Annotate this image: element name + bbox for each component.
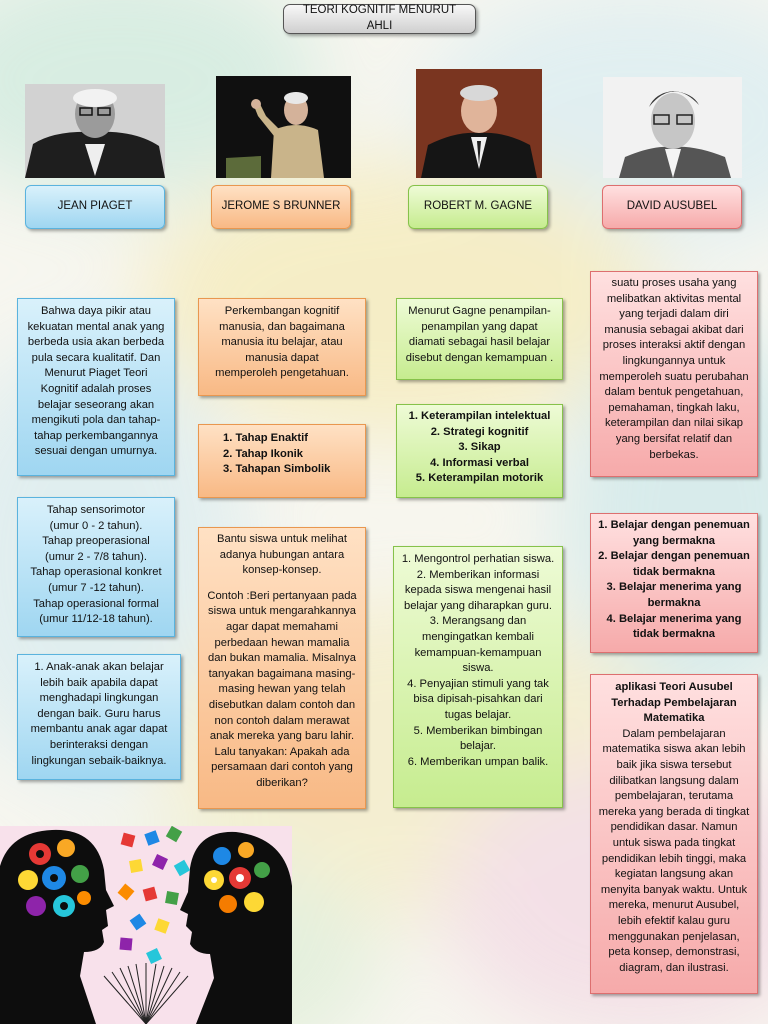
stage-line: Tahap operasional formal: [33, 597, 159, 610]
application-item: 4. Penyajian stimuli yang tak bisa dipisah-pisahkan dari tugas belajar.: [407, 677, 549, 721]
name-piaget: JEAN PIAGET: [25, 185, 165, 229]
stage-line: Tahap operasional konkret: [30, 566, 162, 579]
stage-line: 1. Keterampilan intelektual: [408, 410, 551, 422]
portrait-icon: [216, 76, 351, 178]
stage-line: 1. Tahap Enaktif: [223, 432, 308, 444]
portrait-icon: [603, 77, 742, 178]
gagne-application: [393, 546, 563, 808]
application-item: 3. Merangsang dan mengingatkan kembali kemampuan-kemampuan siswa.: [414, 615, 542, 675]
piaget-stages: [17, 497, 175, 637]
page-title: TEORI KOGNITIF MENURUT AHLI: [283, 4, 476, 34]
name-brunner: JEROME S BRUNNER: [211, 185, 351, 229]
stage-line: 3. Belajar menerima yang bermakna: [606, 581, 742, 609]
application-title: aplikasi Teori Ausubel Terhadap Pembelajaran Matematika: [611, 681, 737, 725]
application-item: 5. Memberikan bimbingan belajar.: [413, 724, 543, 753]
stage-line: 1. Belajar dengan penemuan yang bermakna: [598, 519, 750, 547]
gagne-stages: [396, 404, 563, 498]
application-item: 2. Memberikan informasi kepada siswa mengenai hasil belajar yang diharapkan guru.: [403, 568, 553, 612]
application-text: Dalam pembelajaran matematika siswa akan lebih baik jika siswa tersebut dilibatkan langsung dalam pembelajaran, terutama mereka yang berada di tingkat pendidikan dasar. Namun untuk siswa pada tingkat pendidikan lebih tinggi, maka kegiatan langsung akan menyita banyak waktu. Untuk mereka, menurut Ausubel, lebih efektif kalau guru menggunakan penjelasan, peta konsep, demonstrasi, diagram, dan ilustrasi.: [598, 727, 750, 974]
ausubel-definition: suatu proses usaha yang melibatkan aktivitas mental yang terjadi dalam diri manusia sebagai akibat dari proses interaksi aktif dengan lingkungannya untuk memperoleh suatu perubahan dalam bentuk pengetahuan, pemahaman, tingkah laku, keterampilan dan nilai sikap yang bersifat relatif dan berbekas.: [590, 271, 758, 477]
stage-line: (umur 7 -12 tahun).: [48, 581, 144, 594]
brunner-application: [198, 527, 366, 809]
stage-line: 4. Informasi verbal: [430, 456, 529, 469]
stage-line: 2. Strategi kognitif: [430, 425, 529, 438]
piaget-definition: Bahwa daya pikir atau kekuatan mental anak yang berbeda usia akan berbeda pula secara kualitatif. Dan Menurut Piaget Teori Kognitif adalah proses belajar seseorang akan mengikuti pola dan tahap-tahap perkembangannya sesuai dengan umurnya.: [17, 298, 175, 476]
portrait-icon: [25, 84, 165, 178]
stage-line: 3. Sikap: [458, 441, 501, 454]
application-item: 6. Memberikan umpan balik.: [407, 755, 549, 768]
portrait-piaget: [25, 84, 165, 178]
ausubel-stages: [590, 513, 758, 653]
application-example: Contoh :Beri pertanyaan pada siswa untuk mengarahkannya agar dapat memahami perbedaan hewan mamalia dan bukan mamalia. Misalnya tanyakan bagaimana masing-masing hewan yang telah disebutkan dalam contoh dan non contoh dalam merawat anak mereka yang baru lahir. Lalu tanyakan: Apakah ada persamaan dari contoh yang diberikan?: [207, 589, 357, 789]
stage-line: (umur 0 - 2 tahun).: [49, 519, 143, 532]
ausubel-application: [590, 674, 758, 994]
stage-line: Tahap preoperasional: [42, 535, 150, 548]
name-ausubel: DAVID AUSUBEL: [602, 185, 742, 229]
portrait-icon: [416, 69, 542, 178]
gagne-definition: Menurut Gagne penampilan-penampilan yang dapat diamati sebagai hasil belajar disebut dengan kemampuan .: [396, 298, 563, 380]
puzzle-heads-illustration: [0, 826, 292, 1024]
portrait-brunner: [216, 76, 351, 178]
stage-line: 2. Belajar dengan penemuan tidak bermakna: [598, 550, 750, 578]
application-intro: Bantu siswa untuk melihat adanya hubungan antara konsep-konsep.: [217, 533, 347, 577]
application-item: 1. Mengontrol perhatian siswa.: [401, 553, 555, 565]
name-gagne: ROBERT M. GAGNE: [408, 185, 548, 229]
stage-line: 2. Tahap Ikonik: [223, 447, 303, 460]
piaget-application: 1. Anak-anak akan belajar lebih baik apabila dapat menghadapi lingkungan dengan baik. Guru harus membantu anak agar dapat berinteraksi dengan lingkungan sebaik-baiknya.: [17, 654, 181, 780]
brunner-stages: [198, 424, 366, 498]
brunner-definition: Perkembangan kognitif manusia, dan bagaimana manusia itu belajar, atau manusia dapat memperoleh pengetahuan.: [198, 298, 366, 396]
stage-line: 3. Tahapan Simbolik: [223, 463, 331, 476]
portrait-gagne: [416, 69, 542, 178]
stage-line: (umur 11/12-18 tahun).: [39, 613, 153, 626]
stage-line: (umur 2 - 7/8 tahun).: [45, 550, 147, 563]
stage-line: 5. Keterampilan motorik: [415, 472, 544, 485]
stage-line: 4. Belajar menerima yang tidak bermakna: [606, 612, 742, 641]
stage-line: Tahap sensorimotor: [46, 504, 146, 516]
portrait-ausubel: [603, 77, 742, 178]
